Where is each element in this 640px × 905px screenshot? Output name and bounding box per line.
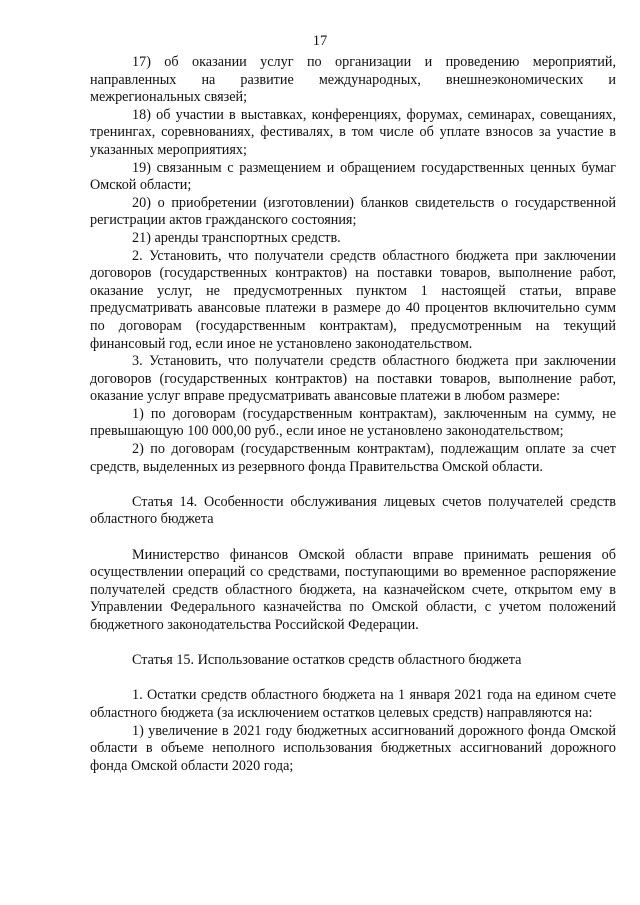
- document-body: [90, 54, 616, 775]
- article-14-text: Министерство финансов Омской области вправе принимать решения об осуществлении операций со средствами, поступающими во временное распоряжение получателей средств областного бюджета, на казначейском счете, открытом ему в Управлении Федерального казначейства по Омской области, с учетом положений бюджетного законодательства Российской Федерации.: [90, 546, 616, 633]
- list-item-20: 20) о приобретении (изготовлении) бланков свидетельств о государственной регистрации актов гражданского состояния;: [90, 194, 616, 229]
- list-item-21: 21) аренды транспортных средств.: [132, 229, 341, 246]
- page-number: 17: [312, 33, 328, 49]
- article-15-item-1: 1) увеличение в 2021 году бюджетных ассигнований дорожного фонда Омской области в объеме неполного использования бюджетных ассигнований дорожного фонда Омской области 2020 года;: [90, 722, 616, 774]
- clause-3-item-1: 1) по договорам (государственным контрактам), заключенным на сумму, не превышающую 100 000,00 руб., если иное не установлено законодательством;: [90, 405, 616, 440]
- article-15-heading: Статья 15. Использование остатков средств областного бюджета: [132, 652, 522, 669]
- clause-2: 2. Установить, что получатели средств областного бюджета при заключении договоров (государственных контрактов) на поставки товаров, выполнение работ, оказание услуг, не предусмотренных пунктом 1 настоящей статьи, вправе предусматривать авансовые платежи в размере до 40 процентов включительно сумм по договорам (государственным контрактам), предусмотренным на текущий финансовый год, если иное не установлено законодательством.: [90, 247, 616, 352]
- clause-3: 3. Установить, что получатели средств областного бюджета при заключении договоров (государственных контрактов) на поставки товаров, выполнение работ, оказание услуг вправе предусматривать авансовые платежи в любом размере:: [90, 353, 616, 405]
- list-item-18: 18) об участии в выставках, конференциях, форумах, семинарах, совещаниях, тренингах, соревнованиях, фестивалях, в том числе об уплате взносов за участие в указанных мероприятиях;: [90, 106, 616, 158]
- clause-3-item-2: 2) по договорам (государственным контрактам), подлежащим оплате за счет средств, выделенных из резервного фонда Правительства Омской области.: [90, 441, 616, 475]
- article-14-heading: Статья 14. Особенности обслуживания лицевых счетов получателей средств областного бюджета: [90, 493, 616, 528]
- article-15-clause-1: 1. Остатки средств областного бюджета на 1 января 2021 года на едином счете областного бюджета (за исключением остатков целевых средств) направляются на:: [90, 687, 616, 721]
- list-item-19: 19) связанным с размещением и обращением государственных ценных бумаг Омской области;: [90, 159, 616, 194]
- list-item-17: 17) об оказании услуг по организации и проведению мероприятий, направленных на развитие международных, внешнеэкономических и межрегиональных связей;: [90, 54, 616, 106]
